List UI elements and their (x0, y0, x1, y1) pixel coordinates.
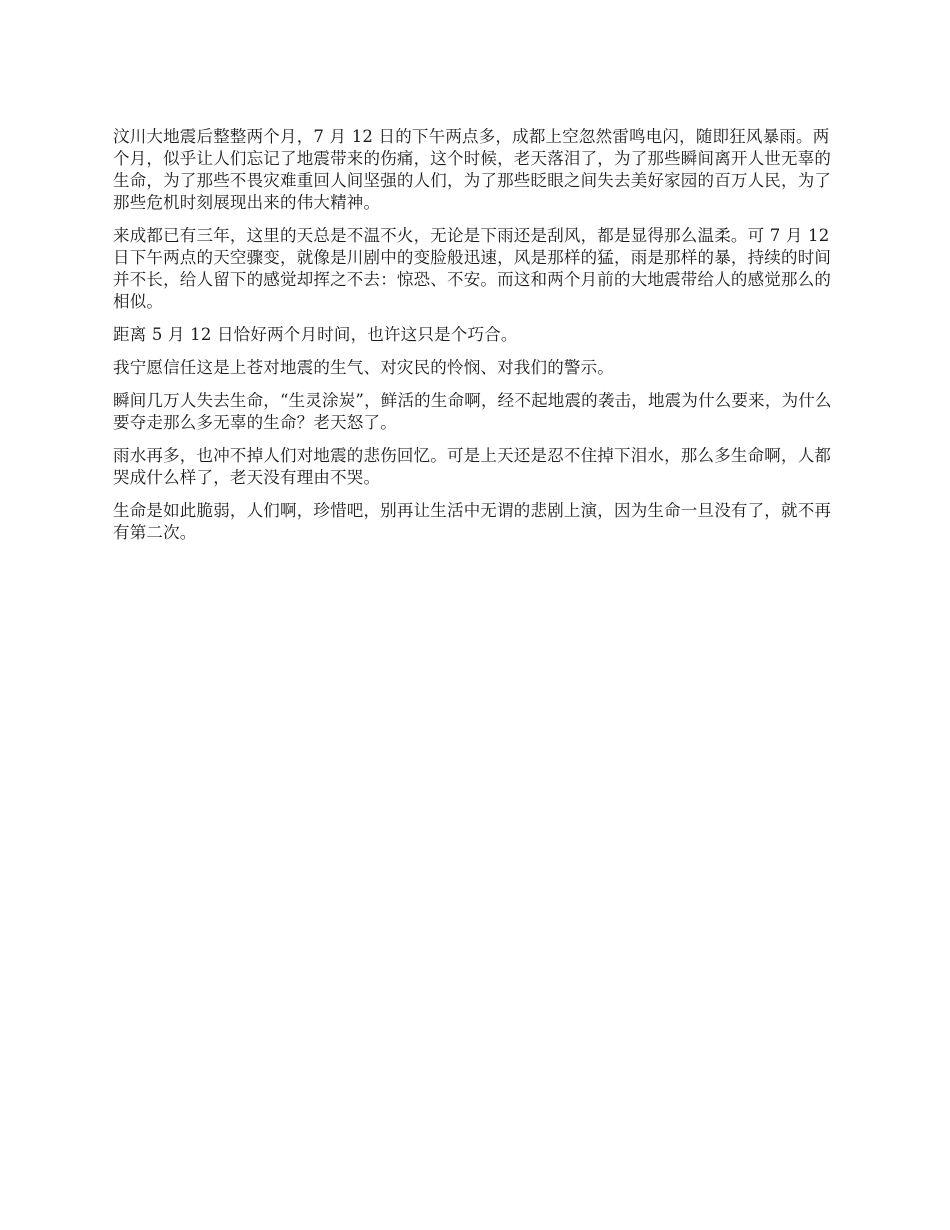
paragraph-5: 瞬间几万人失去生命，“生灵涂炭”，鲜活的生命啊，经不起地震的袭击，地震为什么要来，为什么要夺走那么多无辜的生命？老天怒了。 (113, 391, 832, 432)
paragraph-3: 距离 5 月 12 日恰好两个月时间，也许这只是个巧合。 (113, 325, 518, 344)
paragraph-4: 我宁愿信任这是上苍对地震的生气、对灾民的怜悯、对我们的警示。 (113, 358, 614, 377)
paragraph-2: 来成都已有三年，这里的天总是不温不火，无论是下雨还是刮风，都是显得那么温柔。可 7 月 12 日下午两点的天空骤变，就像是川剧中的变脸般迅速，风是那样的猛，雨是那样的暴，持续的时间并不长，给人留下的感觉却挥之不去：惊恐、不安。而这和两个月前的大地震带给人的感觉那么的相似。 (113, 226, 832, 311)
document-body (113, 126, 843, 555)
paragraph-1: 汶川大地震后整整两个月，7 月 12 日的下午两点多，成都上空忽然雷鸣电闪，随即狂风暴雨。两个月，似乎让人们忘记了地震带来的伤痛，这个时候，老天落泪了，为了那些瞬间离开人世无辜的生命，为了那些不畏灾难重回人间坚强的人们，为了那些眨眼之间失去美好家园的百万人民，为了那些危机时刻展现出来的伟大精神。 (113, 127, 832, 212)
paragraph-7: 生命是如此脆弱，人们啊，珍惜吧，别再让生活中无谓的悲剧上演，因为生命一旦没有了，就不再有第二次。 (113, 501, 832, 542)
paragraph-6: 雨水再多，也冲不掉人们对地震的悲伤回忆。可是上天还是忍不住掉下泪水，那么多生命啊，人都哭成什么样了，老天没有理由不哭。 (113, 446, 832, 487)
